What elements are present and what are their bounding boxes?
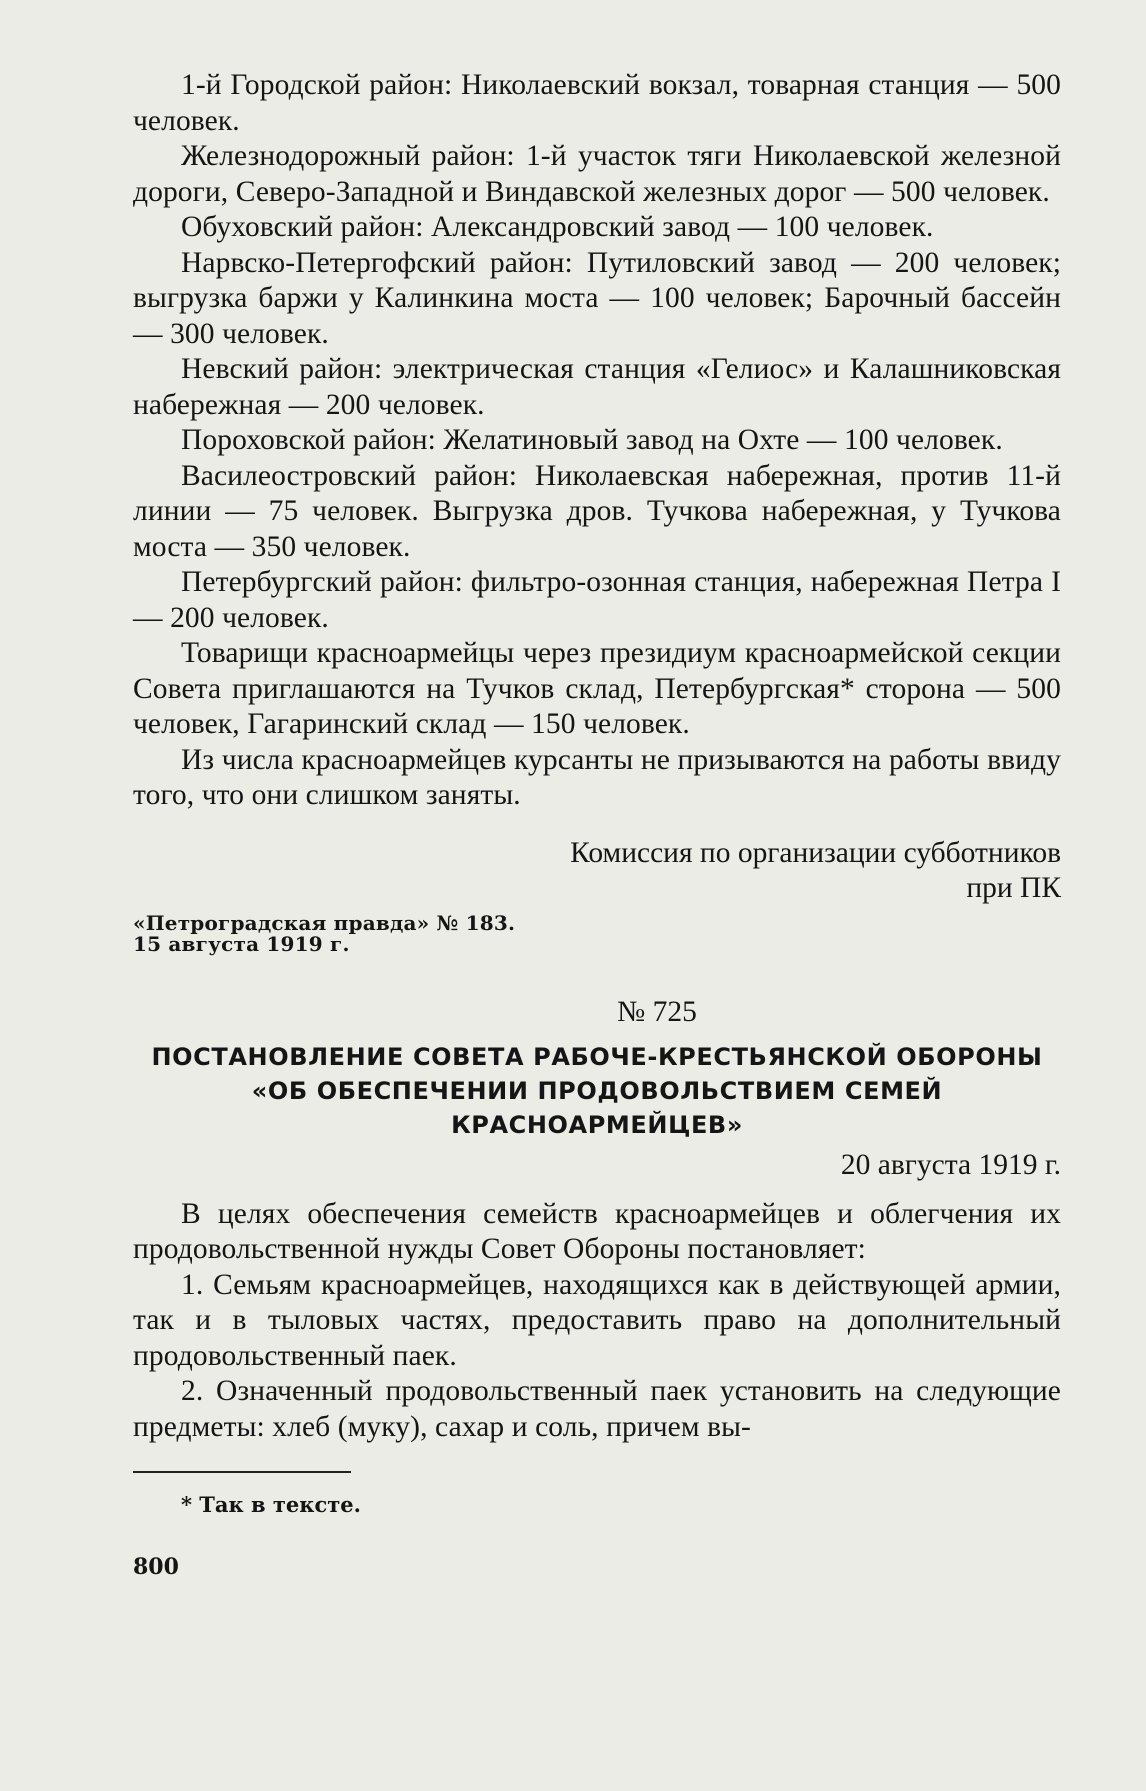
title-line: ПОСТАНОВЛЕНИЕ СОВЕТА РАБОЧЕ-КРЕСТЬЯНСКОЙ ОБОРОНЫ: [151, 1042, 1043, 1071]
page-number: 800: [133, 1554, 179, 1580]
paragraph: Петербургский район: фильтро-озонная станция, набережная Петра I — 200 человек.: [133, 566, 1061, 634]
paragraph: Товарищи красноармейцы через президиум красноармейской секции Совета приглашаются на Тучков склад, Петербургская* сторона — 500 человек, Гагаринский склад — 150 человек.: [133, 637, 1061, 740]
source-citation: [133, 910, 1061, 956]
signature-line: Комиссия по организации субботников: [570, 836, 1061, 869]
document-title: [133, 1040, 1061, 1142]
paragraph: 1-й Городской район: Николаевский вокзал, товарная станция — 500 человек.: [133, 69, 1061, 137]
source-date: 15 августа 1919 г.: [133, 931, 350, 956]
paragraph: Из числа красноармейцев курсанты не призываются на работы ввиду того, что они слишком заняты.: [133, 743, 1061, 811]
paragraph: Василеостровский район: Николаевская набережная, против 11-й линии — 75 человек. Выгрузка дров. Тучкова набережная, у Тучкова моста — 350 человек.: [133, 459, 1061, 563]
signature-block: [133, 836, 1061, 907]
title-line: «ОБ ОБЕСПЕЧЕНИИ ПРОДОВОЛЬСТВИЕМ СЕМЕЙ: [251, 1076, 943, 1105]
source-newspaper: «Петроградская правда» № 183.: [133, 910, 516, 935]
paragraph: Нарвско-Петергофский район: Путиловский завод — 200 человек; выгрузка баржи у Калинкина моста — 100 человек; Барочный бассейн — 300 человек.: [133, 246, 1061, 350]
paragraph: В целях обеспечения семейств красноармейцев и облегчения их продовольственной нужды Совет Обороны постановляет:: [133, 1197, 1061, 1265]
paragraph: Пороховской район: Желатиновый завод на Охте — 100 человек.: [181, 424, 1003, 456]
paragraph: Невский район: электрическая станция «Гелиос» и Калашниковская набережная — 200 человек.: [133, 353, 1061, 421]
paragraph: 1. Семьям красноармейцев, находящихся как в действующей армии, так и в тыловых частях, предоставить право на дополнительный продовольственный паек.: [133, 1268, 1061, 1372]
footnote: * Так в тексте.: [181, 1492, 361, 1517]
signature-line: при ПК: [966, 872, 1061, 904]
paragraph: Железнодорожный район: 1-й участок тяги Николаевской железной дороги, Северо-Западной и Виндавской железных дорог — 500 человек.: [133, 140, 1061, 208]
document-date: 20 августа 1919 г.: [840, 1148, 1061, 1181]
paragraph: Обуховский район: Александровский завод — 100 человек.: [181, 211, 934, 243]
document-number: № 725: [617, 995, 697, 1028]
text-column: [133, 68, 1061, 1579]
title-line: КРАСНОАРМЕЙЦЕВ»: [451, 1110, 743, 1139]
footnote-divider: [133, 1471, 351, 1473]
paragraph: 2. Означенный продовольственный паек установить на следующие предметы: хлеб (муку), сахар и соль, причем вы-: [133, 1375, 1061, 1443]
